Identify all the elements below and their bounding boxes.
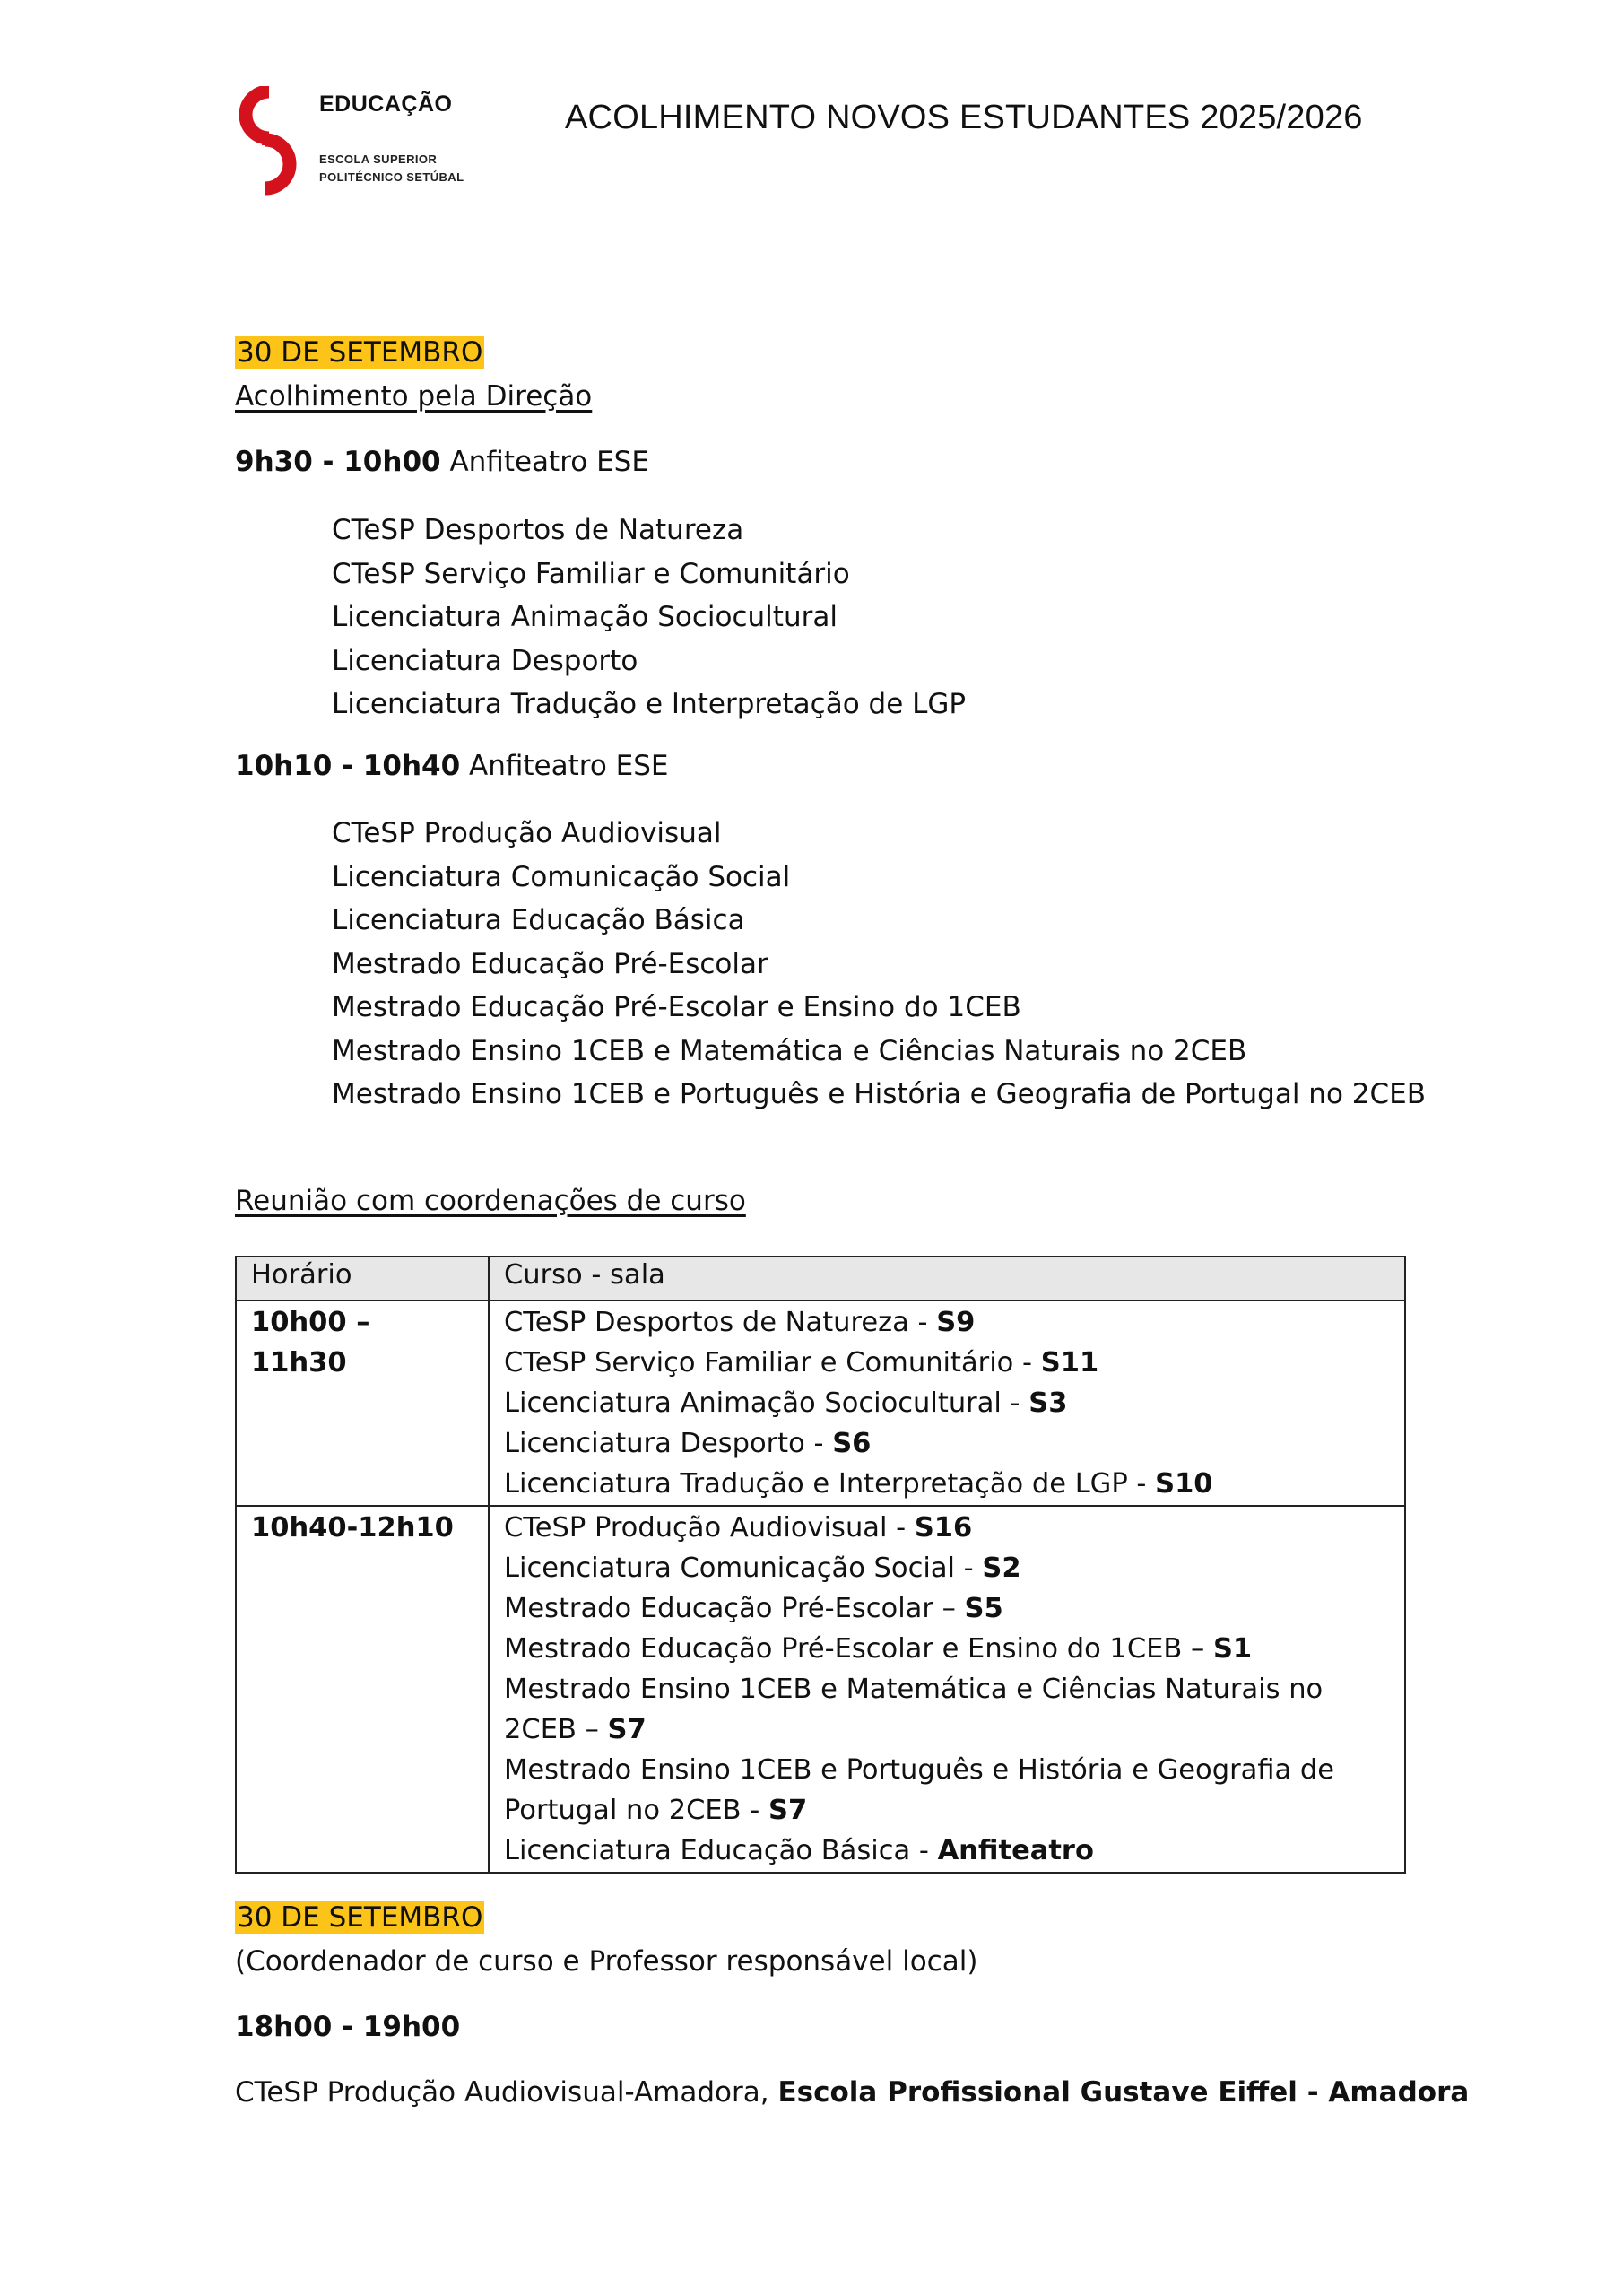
room-label: S11 <box>1040 1347 1099 1378</box>
section2-date <box>235 1900 484 1935</box>
logo-brand-text: EDUCAÇÃO <box>319 91 453 117</box>
table-row <box>236 1300 1405 1506</box>
table-course-line <box>504 1831 1390 1871</box>
session2-place: Anfiteatro ESE <box>460 750 669 782</box>
session1-heading <box>235 444 649 480</box>
logo-mark-icon <box>235 86 307 197</box>
room-label: S5 <box>964 1593 1003 1624</box>
session2-course-list <box>332 812 1426 1117</box>
course-name: Licenciatura Animação Sociocultural - <box>504 1387 1029 1419</box>
date-highlight: 30 DE SETEMBRO <box>237 336 483 369</box>
logo-subtitle-text: ESCOLA SUPERIOR POLITÉCNICO SETÚBAL <box>319 152 464 184</box>
room-label: Anfiteatro <box>937 1835 1094 1866</box>
column-header-time: Horário <box>236 1257 489 1300</box>
course-name: Mestrado Ensino 1CEB e Português e História e Geografia de Portugal no 2CEB - <box>504 1754 1335 1826</box>
course-name: Mestrado Educação Pré-Escolar – <box>504 1593 965 1624</box>
row-time: 10h00 – 11h30 <box>236 1300 489 1506</box>
row-time: 10h40-12h10 <box>236 1506 489 1873</box>
room-label: S6 <box>832 1428 872 1459</box>
session2-heading <box>235 748 669 784</box>
course-name: Licenciatura Desporto - <box>504 1428 833 1459</box>
list-item: CTeSP Desportos de Natureza <box>332 514 744 546</box>
course-name: Licenciatura Comunicação Social - <box>504 1552 983 1584</box>
table-course-line <box>504 1548 1390 1588</box>
table-row <box>236 1506 1405 1873</box>
list-item: Licenciatura Comunicação Social <box>332 860 791 893</box>
section1-subtitle: Acolhimento pela Direção <box>235 380 593 413</box>
list-item: CTeSP Serviço Familiar e Comunitário <box>332 557 850 590</box>
school-logo <box>235 86 504 203</box>
table-course-line <box>504 1629 1390 1669</box>
section2-note: (Coordenador de curso e Professor responsável local) <box>235 1945 978 1978</box>
column-header-course: Curso - sala <box>489 1257 1405 1300</box>
course-name: CTeSP Produção Audiovisual - <box>504 1512 915 1544</box>
course-name: Licenciatura Tradução e Interpretação de LGP - <box>504 1468 1156 1500</box>
list-item: Licenciatura Educação Básica <box>332 904 745 936</box>
section2-course-line <box>235 2074 1469 2110</box>
course-name: CTeSP Desportos de Natureza - <box>504 1307 937 1338</box>
room-label: S10 <box>1155 1468 1213 1500</box>
course-name: CTeSP Serviço Familiar e Comunitário - <box>504 1347 1041 1378</box>
meetings-table <box>235 1256 1406 1874</box>
table-course-line <box>504 1383 1390 1423</box>
room-label: S3 <box>1028 1387 1068 1419</box>
table-header-row <box>236 1257 1405 1300</box>
list-item: Mestrado Ensino 1CEB e Matemática e Ciências Naturais no 2CEB <box>332 1034 1247 1067</box>
list-item: Mestrado Educação Pré-Escolar <box>332 947 768 980</box>
course-name: Licenciatura Educação Básica - <box>504 1835 938 1866</box>
row-courses <box>489 1300 1405 1506</box>
list-item: Licenciatura Animação Sociocultural <box>332 601 838 633</box>
table-course-line <box>504 1669 1390 1750</box>
section2-time: 18h00 - 19h00 <box>235 2011 461 2043</box>
room-label: S7 <box>768 1795 808 1826</box>
table-course-line <box>504 1464 1390 1504</box>
list-item: CTeSP Produção Audiovisual <box>332 817 722 849</box>
list-item: Mestrado Ensino 1CEB e Português e História e Geografia de Portugal no 2CEB <box>332 1078 1426 1110</box>
section2-place: Escola Profissional Gustave Eiffel - Amadora <box>777 2076 1470 2109</box>
row-courses <box>489 1506 1405 1873</box>
section2-course: CTeSP Produção Audiovisual-Amadora, <box>235 2076 778 2109</box>
list-item: Licenciatura Desporto <box>332 644 638 677</box>
course-name: Mestrado Educação Pré-Escolar e Ensino do 1CEB – <box>504 1633 1213 1665</box>
table-course-line <box>504 1423 1390 1464</box>
room-label: S9 <box>936 1307 976 1338</box>
date-highlight: 30 DE SETEMBRO <box>237 1901 483 1934</box>
section1-date <box>235 335 484 370</box>
document-title: ACOLHIMENTO NOVOS ESTUDANTES 2025/2026 <box>565 99 1363 136</box>
session1-time: 9h30 - 10h00 <box>235 446 441 478</box>
room-label: S7 <box>607 1714 647 1745</box>
room-label: S1 <box>1212 1633 1253 1665</box>
table-course-line <box>504 1588 1390 1629</box>
session1-course-list <box>332 509 966 726</box>
session1-place: Anfiteatro ESE <box>440 446 649 478</box>
meetings-title: Reunião com coordenações de curso <box>235 1185 746 1217</box>
room-label: S2 <box>982 1552 1021 1584</box>
table-course-line <box>504 1343 1390 1383</box>
list-item: Licenciatura Tradução e Interpretação de LGP <box>332 688 967 720</box>
table-course-line <box>504 1508 1390 1548</box>
room-label: S16 <box>914 1512 973 1544</box>
course-name: Mestrado Ensino 1CEB e Matemática e Ciências Naturais no 2CEB – <box>504 1674 1324 1745</box>
table-course-line <box>504 1750 1390 1831</box>
session2-time: 10h10 - 10h40 <box>235 750 461 782</box>
list-item: Mestrado Educação Pré-Escolar e Ensino do 1CEB <box>332 991 1021 1023</box>
table-course-line <box>504 1302 1390 1343</box>
